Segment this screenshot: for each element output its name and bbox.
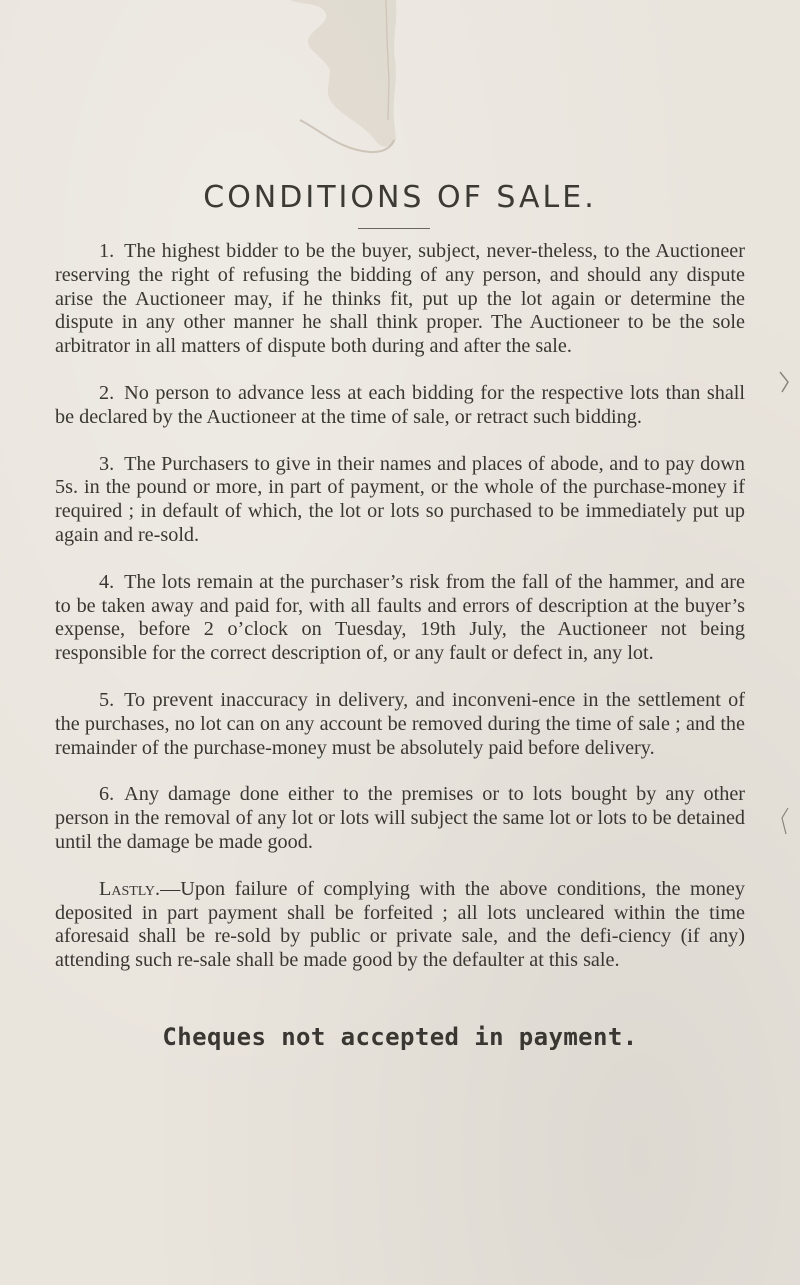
condition-item [55,783,745,854]
condition-number: 2. [99,381,115,404]
condition-item [55,382,745,430]
lastly-lead: Lastly. [99,877,161,900]
lastly-clause [55,878,745,973]
condition-item [55,689,745,760]
cheques-notice: Cheques not accepted in payment. [162,1023,638,1051]
condition-text: To prevent inaccuracy in delivery, and inconveni-ence in the settlement of the purchases, no lot can on any account be removed during the time of sale ; and the remainder of the purchase-money must be absolutely paid before delivery. [55,688,745,759]
conditions-list [55,240,745,996]
condition-text: The highest bidder to be the buyer, subject, never-theless, to the Auctioneer reserving the right of refusing the bidding of any person, and should any dispute arise the Auctioneer may, if he thinks fit, put up the lot again or determine the dispute in any other manner he shall think proper. The Auctioneer to be the sole arbitrator in all matters of dispute both during and after the sale. [55,240,745,358]
condition-number: 3. [99,452,115,475]
condition-text: No person to advance less at each bidding for the respective lots than shall be declared by the Auctioneer at the time of sale, or retract such bidding. [55,381,745,428]
title-divider [358,228,430,229]
condition-item [55,240,745,359]
condition-number: 1. [99,240,115,262]
condition-item [55,453,745,548]
condition-text: The Purchasers to give in their names and places of abode, and to pay down 5s. in the pound or more, in part of payment, or the whole of the purchase-money if required ; in default of which, the lot or lots so purchased to be immediately put up again and re-sold. [55,452,745,546]
paper-stain [270,0,410,160]
condition-item [55,571,745,666]
condition-text: The lots remain at the purchaser’s risk from the fall of the hammer, and are to be taken away and paid for, with all faults and errors of description at the buyer’s expense, before 2 o’clock on Tuesday, 19th July, the Auctioneer not being responsible for the correct description of, or any fault or defect in, any lot. [55,570,745,665]
lastly-text: —Upon failure of complying with the above conditions, the money deposited in part payment shall be forfeited ; all lots uncleared within the time aforesaid shall be re-sold by public or private sale, and the defi-ciency (if any) attending such re-sale shall be made good by the defaulter at this sale. [55,877,745,972]
condition-number: 4. [99,570,115,593]
page-title: CONDITIONS OF SALE. [203,180,597,215]
condition-number: 5. [99,688,115,711]
margin-mark [778,368,792,396]
condition-text: Any damage done either to the premises or to lots bought by any other person in the removal of any lot or lots will subject the same lot or lots to be detained until the damage be made good. [55,783,745,853]
condition-number: 6. [99,783,115,806]
margin-mark [778,806,792,836]
